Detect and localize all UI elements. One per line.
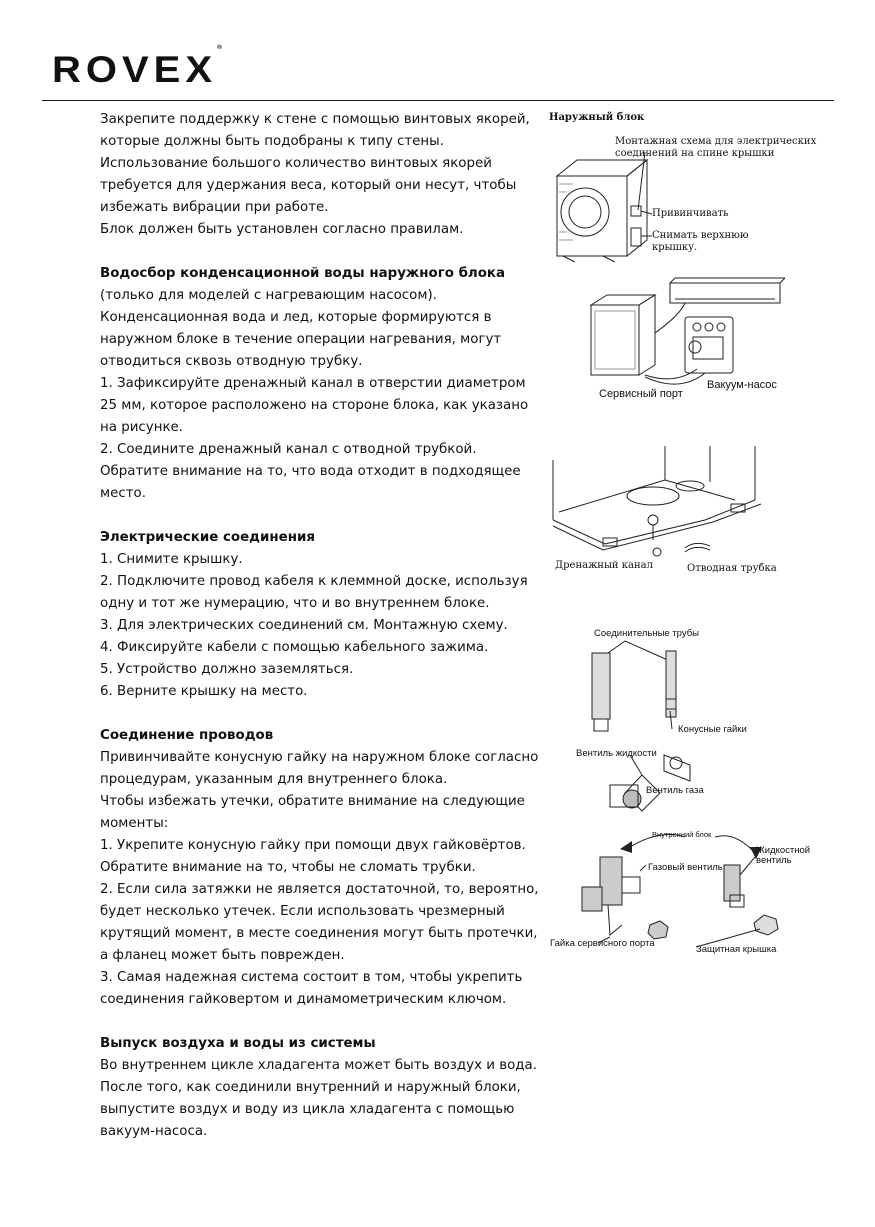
text-line: 5. Устройство должно заземляться. (100, 662, 354, 677)
text-line: (только для моделей с нагревающим насосом). (100, 288, 437, 303)
text-line: на рисунке. (100, 420, 184, 435)
drain-drawing (545, 440, 775, 560)
text-line: наружном блоке в течение операции нагревания, могут (100, 332, 502, 347)
text-line: Обратите внимание на то, что вода отходит в подходящее (100, 464, 521, 479)
text-line: После того, как соединили внутренний и наружный блоки, (100, 1080, 521, 1095)
text-line: Закрепите поддержку к стене с помощью винтовых якорей, (100, 112, 530, 127)
text-line: а фланец может быть поврежден. (100, 948, 345, 963)
text-line: будет несколько утечек. Если использовать чрезмерный (100, 904, 505, 919)
text-line: одну и тот же нумерацию, что и во внутреннем блоке. (100, 596, 490, 611)
text-line: 4. Фиксируйте кабели с помощью кабельного зажима. (100, 640, 489, 655)
gas-valve-label: Вентиль газа (646, 785, 704, 796)
blank-line (100, 1011, 510, 1033)
outdoor-unit-drawing (545, 108, 845, 278)
text-line: Привинчивайте конусную гайку на наружном блоке согласно (100, 750, 539, 765)
connecting-pipes-label: Соединительные трубы (594, 628, 699, 639)
protective-cap-label: Защитная крышка (696, 944, 777, 955)
remove-cover-line2: крышку. (652, 242, 698, 253)
rovex-logo: ROVEX® (52, 44, 223, 91)
text-line: 1. Зафиксируйте дренажный канал в отверстии диаметром (100, 376, 526, 391)
service-port-label: Сервисный порт (599, 388, 683, 400)
text-line: процедурам, указанным для внутреннего блока. (100, 772, 448, 787)
wiring-note-line2: соединений на спине крышки (615, 148, 775, 159)
flare-nuts-label: Конусные гайки (678, 724, 747, 735)
text-line: Блок должен быть установлен согласно правилам. (100, 222, 464, 237)
vacuum-pump-figure (585, 275, 785, 405)
indoor-unit-label: Внутренний блок (652, 830, 712, 839)
section-heading: Водосбор конденсационной воды наружного блока (100, 266, 506, 281)
header-rule (42, 100, 834, 101)
wiring-note-line1: Монтажная схема для электрических (615, 136, 817, 147)
vacuum-pump-label: Вакуум-насос (707, 379, 777, 391)
blank-line (100, 505, 510, 527)
text-line: 2. Соедините дренажный канал с отводной трубкой. (100, 442, 477, 457)
text-line: 1. Снимите крышку. (100, 552, 243, 567)
section-heading: Электрические соединения (100, 530, 315, 545)
text-line: Во внутреннем цикле хладагента может быть воздух и вода. (100, 1058, 538, 1073)
text-line: которые должны быть подобраны к типу стены. (100, 134, 444, 149)
gas-valve2-label: Газовый вентиль (648, 862, 723, 873)
drain-tube-label: Отводная трубка (687, 563, 777, 574)
text-line: 3. Для электрических соединений см. Монтажную схему. (100, 618, 508, 633)
remove-cover-line1: Снимать верхнюю (652, 230, 749, 241)
text-line: требуется для удержания веса, который они несут, чтобы (100, 178, 517, 193)
text-line: место. (100, 486, 146, 501)
text-line: соединения гайковертом и динамометрическим ключом. (100, 992, 507, 1007)
liquid-valve-label: Вентиль жидкости (576, 748, 657, 759)
outdoor-unit-figure (545, 108, 845, 278)
text-line: 2. Подключите провод кабеля к клеммной доске, используя (100, 574, 528, 589)
text-line: 6. Верните крышку на место. (100, 684, 308, 699)
drain-channel-label: Дренажный канал (555, 560, 653, 571)
text-line: 1. Укрепите конусную гайку при помощи двух гайковёртов. (100, 838, 526, 853)
figure-title: Наружный блок (549, 112, 645, 123)
text-line: Конденсационная вода и лед, которые формируются в (100, 310, 492, 325)
service-port-nut-label: Гайка сервисного порта (550, 938, 655, 949)
text-line: Обратите внимание на то, чтобы не сломать трубки. (100, 860, 476, 875)
text-column (100, 109, 539, 1143)
liquid-valve2-line2: вентиль (756, 855, 792, 866)
blank-line (100, 703, 510, 725)
text-line: 2. Если сила затяжки не является достаточной, то, вероятно, (100, 882, 539, 897)
liquid-valve2-line1: Жидкостной (756, 845, 811, 856)
text-line: выпустите воздух и воду из цикла хладагента с помощью (100, 1102, 515, 1117)
valves-figure (550, 625, 820, 965)
text-line: моменты: (100, 816, 169, 831)
text-line: Чтобы избежать утечки, обратите внимание на следующие (100, 794, 525, 809)
text-line: Использование большого количество винтовых якорей (100, 156, 492, 171)
blank-line (100, 241, 510, 263)
screw-label: Привинчивать (652, 208, 729, 219)
text-line: 3. Самая надежная система состоит в том, чтобы укрепить (100, 970, 523, 985)
text-line: крутящий момент, в месте соединения могут быть протечки, (100, 926, 538, 941)
drain-figure (545, 440, 775, 580)
section-heading: Выпуск воздуха и воды из системы (100, 1036, 376, 1051)
section-heading: Соединение проводов (100, 728, 274, 743)
text-line: вакуум-насоса. (100, 1124, 208, 1139)
text-line: отводиться сквозь отводную трубку. (100, 354, 363, 369)
text-line: избежать вибрации при работе. (100, 200, 329, 215)
text-line: 25 мм, которое расположено на стороне блока, как указано (100, 398, 529, 413)
